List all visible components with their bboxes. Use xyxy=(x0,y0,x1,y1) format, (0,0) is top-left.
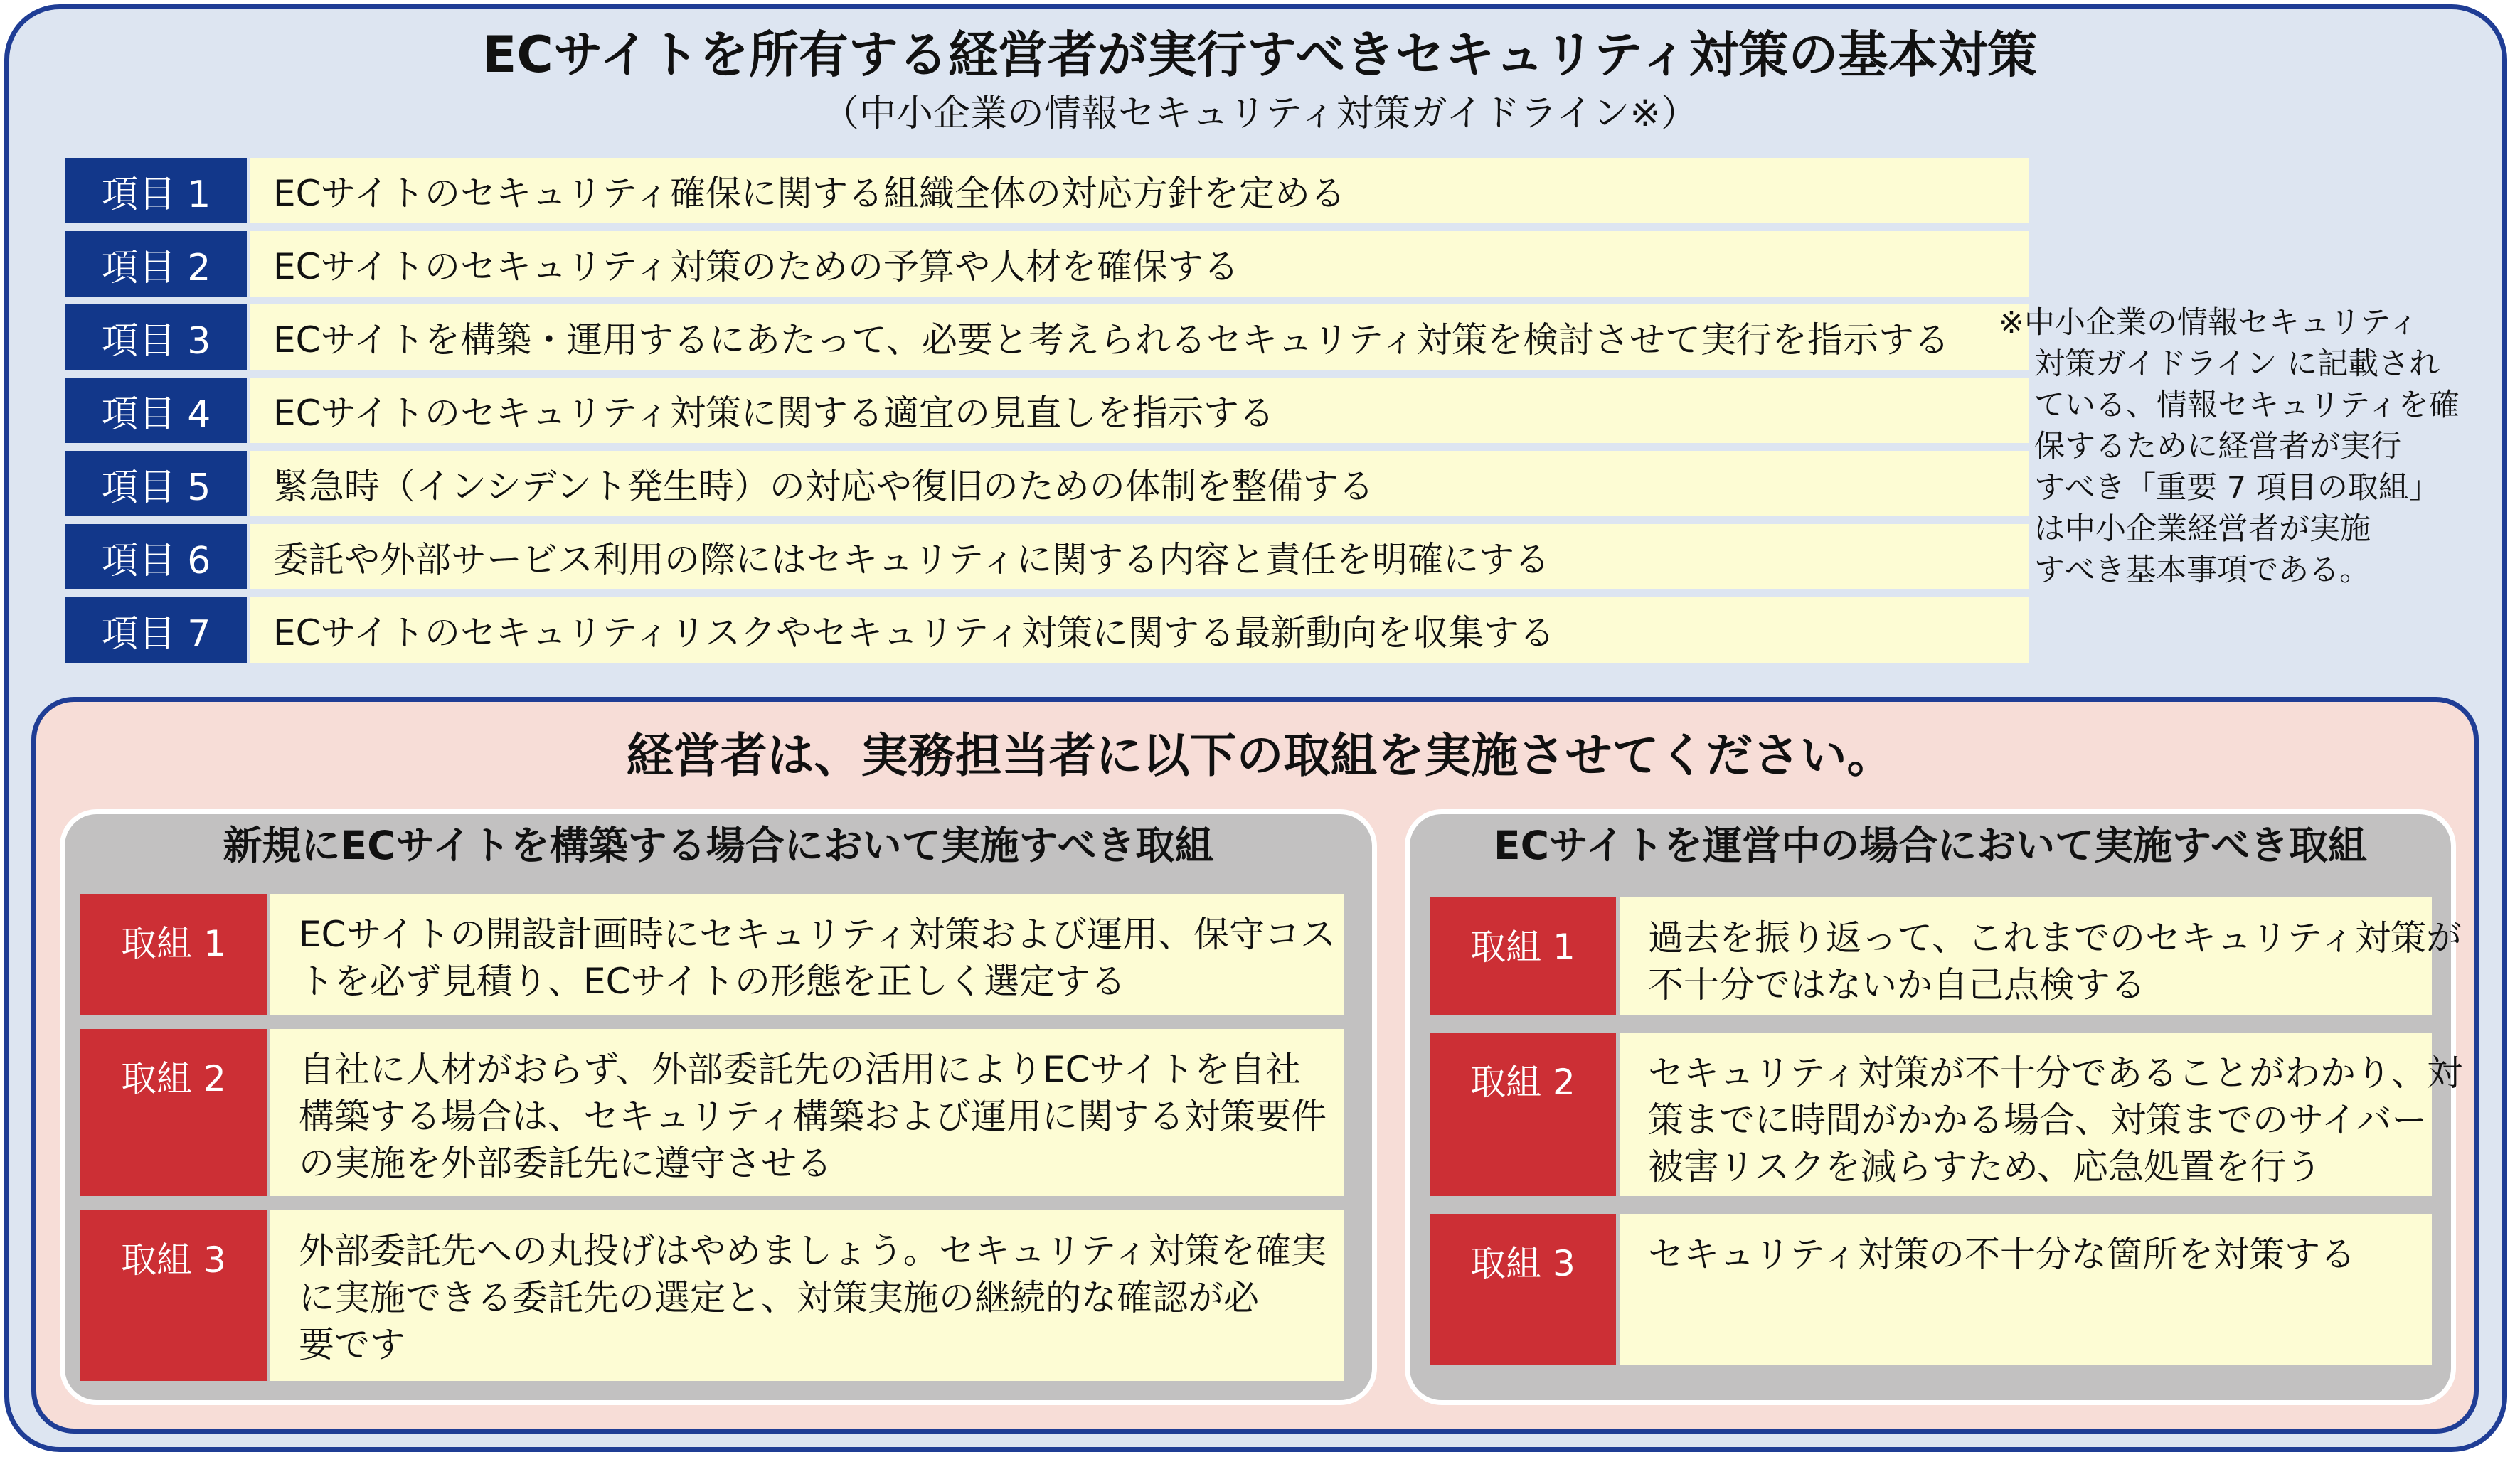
item-label: 項目 2 xyxy=(65,231,247,297)
item-text: ECサイトのセキュリティ対策のための予算や人材を確保する xyxy=(250,231,2029,297)
action-line: セキュリティ対策が不十分であることがわかり、対 xyxy=(1648,1052,2462,1094)
action-label: 取組 1 xyxy=(1430,897,1616,1015)
item-label: 項目 3 xyxy=(65,304,247,370)
action-text xyxy=(1620,1033,2462,1196)
action-label: 取組 2 xyxy=(80,1029,267,1196)
guideline-note xyxy=(1999,302,2482,591)
action-line: 過去を振り返って、これまでのセキュリティ対策が xyxy=(1648,917,2462,959)
action-line: 外部委託先への丸投げはやめましょう。セキュリティ対策を確実 xyxy=(299,1230,1327,1271)
note-line: は中小企業経営者が実施 xyxy=(2034,511,2371,547)
item-label: 項目 5 xyxy=(65,451,247,516)
operating-site-heading: ECサイトを運営中の場合において実施すべき取組 xyxy=(1494,823,2367,868)
action-line: 構築する場合は、セキュリティ構築および運用に関する対策要件 xyxy=(299,1096,1327,1137)
action-label: 取組 2 xyxy=(1430,1033,1616,1196)
action-label: 取組 3 xyxy=(80,1210,267,1381)
action-text xyxy=(1620,897,2462,1015)
action-line: 要です xyxy=(299,1324,405,1365)
action-line: 策までに時間がかかる場合、対策までのサイバー xyxy=(1648,1099,2428,1141)
action-text xyxy=(270,894,1344,1015)
item-text: ECサイトを構築・運用するにあたって、必要と考えられるセキュリティ対策を検討させて実行を指示する xyxy=(250,304,2029,370)
action-line: トを必ず見積り、ECサイトの形態を正しく選定する xyxy=(299,961,1127,1002)
action-text xyxy=(1620,1214,2432,1365)
item-label: 項目 4 xyxy=(65,378,247,443)
note-line: すべき基本事項である。 xyxy=(2034,553,2371,588)
action-line: の実施を外部委託先に遵守させる xyxy=(299,1143,832,1184)
action-line: 不十分ではないか自己点検する xyxy=(1648,964,2146,1005)
action-line: に実施できる委託先の選定と、対策実施の継続的な確認が必 xyxy=(299,1277,1259,1318)
action-line: 被害リスクを減らすため、応急処置を行う xyxy=(1648,1146,2322,1188)
item-label: 項目 7 xyxy=(65,597,247,663)
action-label: 取組 1 xyxy=(80,894,267,1015)
note-line: すべき「重要 7 項目の取組」 xyxy=(2034,470,2440,506)
page-title: ECサイトを所有する経営者が実行すべきセキュリティ対策の基本対策 xyxy=(482,26,2038,84)
instruction-heading: 経営者は、実務担当者に以下の取組を実施させてください。 xyxy=(626,728,1894,783)
note-line: ※中小企業の情報セキュリティ xyxy=(1999,305,2419,341)
item-label: 項目 1 xyxy=(65,158,247,223)
item-label: 項目 6 xyxy=(65,524,247,589)
action-line: ECサイトの開設計画時にセキュリティ対策および運用、保守コス xyxy=(299,914,1336,955)
action-line: セキュリティ対策の不十分な箇所を対策する xyxy=(1648,1234,2356,1275)
item-text: ECサイトのセキュリティリスクやセキュリティ対策に関する最新動向を収集する xyxy=(250,597,2029,663)
note-line: 対策ガイドライン に記載され xyxy=(2034,346,2440,382)
page-subtitle: （中小企業の情報セキュリティ対策ガイドライン※） xyxy=(822,92,1698,135)
item-text: ECサイトのセキュリティ確保に関する組織全体の対応方針を定める xyxy=(250,158,2029,223)
note-line: 保するために経営者が実行 xyxy=(2034,429,2401,464)
action-label: 取組 3 xyxy=(1430,1214,1616,1365)
item-text: ECサイトのセキュリティ対策に関する適宜の見直しを指示する xyxy=(250,378,2029,443)
new-site-heading: 新規にECサイトを構築する場合において実施すべき取組 xyxy=(223,823,1214,868)
note-line: ている、情報セキュリティを確 xyxy=(2034,388,2460,423)
item-text: 緊急時（インシデント発生時）の対応や復旧のための体制を整備する xyxy=(250,451,2029,516)
action-line: 自社に人材がおらず、外部委託先の活用によりECサイトを自社 xyxy=(299,1049,1302,1090)
action-text xyxy=(270,1029,1344,1196)
action-text xyxy=(270,1210,1344,1381)
item-text: 委託や外部サービス利用の際にはセキュリティに関する内容と責任を明確にする xyxy=(250,524,2029,589)
